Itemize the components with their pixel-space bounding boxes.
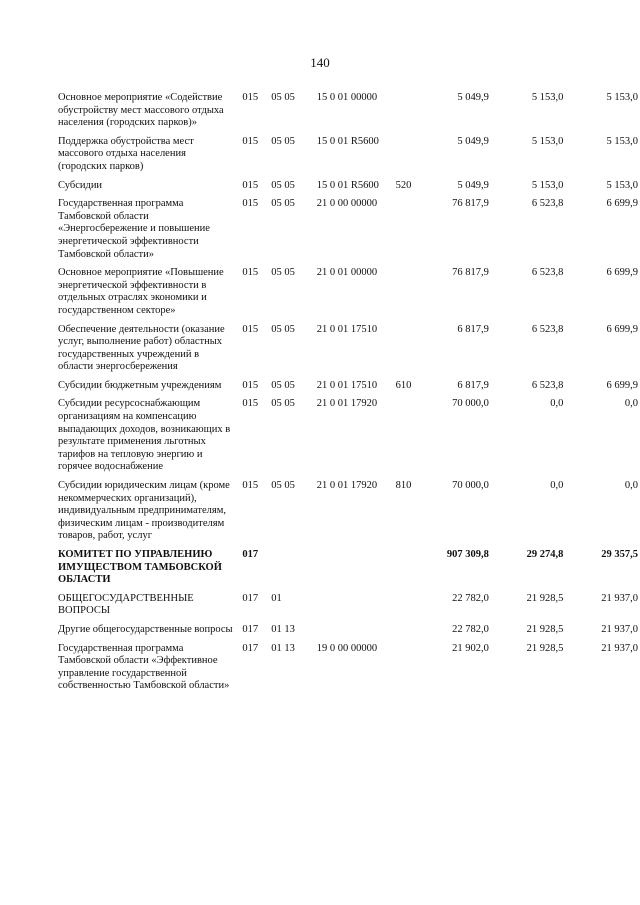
row-expense-type xyxy=(396,593,427,624)
row-amount-year1: 22 782,0 xyxy=(452,623,489,635)
row-target-article: 21 0 01 17510 xyxy=(316,379,378,391)
budget-table-body xyxy=(58,92,638,699)
page-number: 140 xyxy=(310,55,330,70)
row-section-code: 05 05 xyxy=(271,398,295,410)
row-target-article: 21 0 00 00000 xyxy=(316,198,378,210)
row-expense-type xyxy=(396,624,427,643)
row-name: Государственная программа Тамбовской области «Эффективное управление государственной собственностью Тамбовской области» xyxy=(58,642,230,692)
row-section-code: 05 05 xyxy=(271,379,295,391)
row-target-article: 21 0 01 00000 xyxy=(316,267,378,279)
row-target-article: 21 0 01 17920 xyxy=(316,480,378,492)
row-expense-type xyxy=(396,198,427,267)
row-amount-year3: 6 699,9 xyxy=(606,379,638,391)
row-ministry-code: 017 xyxy=(242,623,259,635)
row-target-article: 21 0 01 17510 xyxy=(316,323,378,335)
row-ministry-code: 015 xyxy=(242,92,259,103)
row-section-code: 01 xyxy=(271,592,282,604)
row-section-code: 05 05 xyxy=(271,198,295,210)
row-amount-year2: 5 153,0 xyxy=(531,92,564,103)
row-name: Субсидии ресурсоснабжающим организациям на компенсацию выпадающих доходов, возникающих в результате применения льготных тарифов на тепловую энергию и горячее водоснабжение xyxy=(58,398,231,473)
table-row xyxy=(58,643,638,699)
row-name: Основное мероприятие «Повышение энергетической эффективности в отдельных отраслях экономики и государственном секторе» xyxy=(58,267,224,316)
row-section-code: 05 05 xyxy=(271,480,295,492)
row-amount-year1: 6 817,9 xyxy=(457,323,489,335)
table-row xyxy=(58,180,638,199)
row-amount-year3: 21 937,0 xyxy=(601,592,638,604)
row-amount-year3: 5 153,0 xyxy=(606,179,638,191)
row-ministry-code: 015 xyxy=(242,379,259,391)
row-amount-year3: 0,0 xyxy=(624,480,638,492)
row-name: Основное мероприятие «Содействие обустройству мест массового отдыха населения (городских парков)» xyxy=(58,92,224,129)
row-section-code: 05 05 xyxy=(271,92,295,103)
row-amount-year2: 6 523,8 xyxy=(531,267,564,279)
row-name: КОМИТЕТ ПО УПРАВЛЕНИЮ ИМУЩЕСТВОМ ТАМБОВСКОЙ ОБЛАСТИ xyxy=(58,549,222,586)
row-expense-type xyxy=(396,136,427,180)
budget-table xyxy=(58,92,638,699)
row-amount-year2: 5 153,0 xyxy=(531,179,564,191)
row-amount-year1: 21 902,0 xyxy=(452,642,489,654)
row-target-article xyxy=(311,549,396,593)
row-amount-year1: 22 782,0 xyxy=(452,592,489,604)
row-amount-year1: 5 049,9 xyxy=(457,92,489,103)
table-row xyxy=(58,624,638,643)
row-section-code xyxy=(267,549,311,593)
table-row xyxy=(58,267,638,323)
row-section-code: 05 05 xyxy=(271,179,295,191)
table-row xyxy=(58,380,638,399)
row-target-article: 15 0 01 00000 xyxy=(316,92,378,103)
row-amount-year2: 21 928,5 xyxy=(526,592,564,604)
row-expense-type: 610 xyxy=(395,379,412,391)
row-name: Субсидии бюджетным учреждениям xyxy=(58,379,222,391)
row-expense-type xyxy=(396,324,427,380)
row-amount-year2: 6 523,8 xyxy=(531,379,564,391)
row-name: Другие общегосударственные вопросы xyxy=(58,623,233,635)
row-target-article xyxy=(311,624,396,643)
row-ministry-code: 015 xyxy=(242,198,259,210)
row-ministry-code: 017 xyxy=(242,642,259,654)
row-name: Обеспечение деятельности (оказание услуг, выполнение работ) областных государственных учреждений в области энергосбережения xyxy=(58,323,225,373)
row-amount-year2: 29 274,8 xyxy=(526,549,564,560)
row-target-article: 15 0 01 R5600 xyxy=(316,135,379,147)
row-amount-year3: 6 699,9 xyxy=(606,198,638,210)
row-amount-year3: 5 153,0 xyxy=(606,92,638,103)
row-amount-year2: 21 928,5 xyxy=(526,623,564,635)
row-expense-type xyxy=(396,267,427,323)
row-name: Государственная программа Тамбовской области «Энергосбережение и повышение энергетической эффективности Тамбовской области» xyxy=(58,198,210,260)
row-name: Поддержка обустройства мест массового отдыха населения (городских парков) xyxy=(58,135,194,172)
row-amount-year1: 76 817,9 xyxy=(452,198,489,210)
row-section-code: 01 13 xyxy=(271,642,295,654)
row-amount-year2: 5 153,0 xyxy=(531,135,564,147)
row-name: Субсидии xyxy=(58,179,103,191)
row-amount-year3: 6 699,9 xyxy=(606,323,638,335)
row-amount-year2: 0,0 xyxy=(550,480,564,492)
row-expense-type xyxy=(396,643,427,699)
row-amount-year3: 21 937,0 xyxy=(601,623,638,635)
row-section-code: 01 13 xyxy=(271,623,295,635)
row-amount-year3: 21 937,0 xyxy=(601,642,638,654)
row-amount-year2: 6 523,8 xyxy=(531,198,564,210)
table-row xyxy=(58,324,638,380)
row-expense-type xyxy=(396,398,427,480)
row-ministry-code: 015 xyxy=(242,323,259,335)
row-amount-year3: 0,0 xyxy=(624,398,638,410)
row-expense-type: 810 xyxy=(395,480,412,492)
row-amount-year1: 907 309,8 xyxy=(446,549,489,560)
row-target-article: 21 0 01 17920 xyxy=(316,398,378,410)
row-ministry-code: 015 xyxy=(242,135,259,147)
row-target-article xyxy=(311,593,396,624)
row-amount-year1: 76 817,9 xyxy=(452,267,489,279)
row-expense-type xyxy=(396,549,427,593)
row-amount-year1: 70 000,0 xyxy=(452,398,489,410)
row-amount-year1: 70 000,0 xyxy=(452,480,489,492)
row-section-code: 05 05 xyxy=(271,323,295,335)
row-ministry-code: 017 xyxy=(242,592,259,604)
row-ministry-code: 015 xyxy=(242,267,259,279)
row-amount-year3: 29 357,5 xyxy=(601,549,638,560)
row-name: Субсидии юридическим лицам (кроме некоммерческих организаций), индивидуальным предпринимателям, физическим лицам - производителям товаров, работ, услуг xyxy=(58,480,230,542)
row-ministry-code: 017 xyxy=(242,549,259,560)
row-target-article: 15 0 01 R5600 xyxy=(316,179,379,191)
table-row xyxy=(58,593,638,624)
row-expense-type: 520 xyxy=(395,179,412,191)
row-amount-year3: 5 153,0 xyxy=(606,135,638,147)
row-amount-year2: 21 928,5 xyxy=(526,642,564,654)
row-ministry-code: 015 xyxy=(242,398,259,410)
table-row xyxy=(58,198,638,267)
table-row xyxy=(58,92,638,136)
table-row xyxy=(58,549,638,593)
row-ministry-code: 015 xyxy=(242,480,259,492)
row-section-code: 05 05 xyxy=(271,135,295,147)
table-row xyxy=(58,398,638,480)
row-amount-year1: 5 049,9 xyxy=(457,135,489,147)
row-name: ОБЩЕГОСУДАРСТВЕННЫЕ ВОПРОСЫ xyxy=(58,592,194,617)
row-target-article: 19 0 00 00000 xyxy=(316,642,378,654)
row-amount-year3: 6 699,9 xyxy=(606,267,638,279)
row-expense-type xyxy=(396,92,427,136)
row-section-code: 05 05 xyxy=(271,267,295,279)
row-amount-year2: 0,0 xyxy=(550,398,564,410)
row-amount-year2: 6 523,8 xyxy=(531,323,564,335)
table-row xyxy=(58,136,638,180)
row-amount-year1: 5 049,9 xyxy=(457,179,489,191)
row-amount-year1: 6 817,9 xyxy=(457,379,489,391)
table-row xyxy=(58,480,638,549)
row-ministry-code: 015 xyxy=(242,179,259,191)
